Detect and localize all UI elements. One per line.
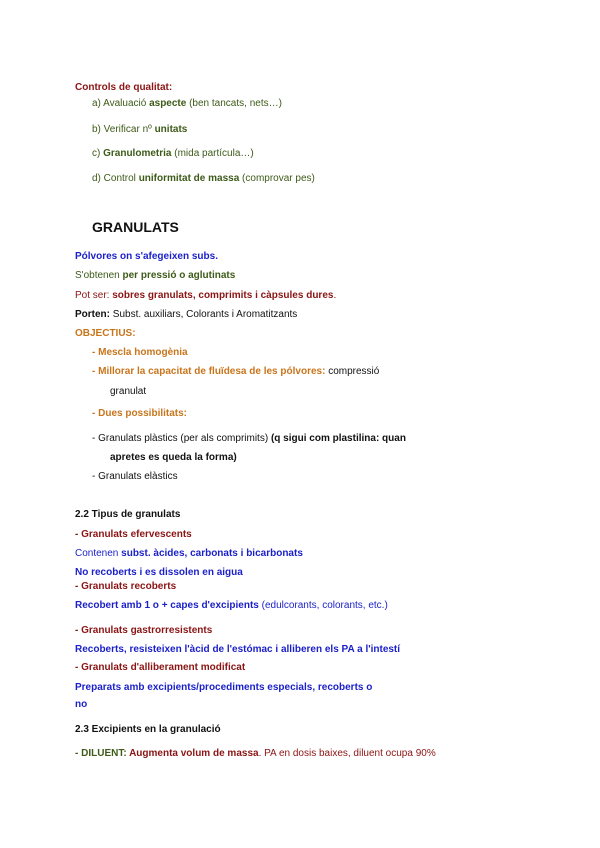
qc-item-b	[92, 123, 187, 137]
qc-c-post: (mida partícula…)	[171, 148, 254, 159]
qc-d-pre: d) Control	[92, 173, 139, 184]
tipus-efervescents: - Granulats efervescents	[75, 529, 192, 540]
qc-item-d	[92, 172, 315, 186]
tipus-recoberts: - Granulats recoberts	[75, 581, 177, 592]
obtain-bold: per pressió o aglutinats	[122, 270, 236, 281]
granulats-contain	[75, 308, 297, 322]
qc-item-c	[92, 147, 254, 161]
recoberts-desc	[75, 599, 388, 613]
types-post: .	[333, 290, 337, 301]
rec1-bold: Recobert amb 1 o + capes d'excipients	[75, 600, 259, 611]
qc-a-bold: aspecte	[149, 98, 187, 109]
types-bold: sobres granulats, comprimits i càpsules dures	[112, 290, 334, 301]
modificat-desc-1: Preparats amb excipients/procediments especials, recoberts o	[75, 682, 373, 693]
qc-item-a	[92, 97, 282, 111]
gastrorresistents-desc: Recoberts, resisteixen l'àcid de l'estómac i alliberen els PA a l'intestí	[75, 644, 401, 655]
objectiu-2-tail: compressió	[325, 366, 380, 377]
granulats-obtain	[75, 269, 235, 283]
granulats-types	[75, 289, 336, 303]
tipus-gastrorresistents: - Granulats gastrorresistents	[75, 625, 213, 636]
ef1-bold: subst. àcides, carbonats i bicarbonats	[121, 548, 303, 559]
diluent-line	[75, 747, 436, 761]
tipus-heading: 2.2 Tipus de granulats	[75, 509, 181, 520]
qc-a-pre: a) Avaluació	[92, 98, 150, 109]
qc-b-pre: b) Verificar nº	[92, 124, 155, 135]
objectiu-2	[92, 365, 379, 379]
contain-post: Subst. auxiliars, Colorants i Aromatitzants	[110, 309, 298, 320]
possibilitat-1-bold: (q sigui com plastilina: quan	[270, 433, 406, 444]
modificat-desc-2: no	[75, 699, 88, 710]
qc-c-bold: Granulometria	[103, 148, 172, 159]
qc-a-post: (ben tancats, nets…)	[186, 98, 282, 109]
types-pre: Pot ser:	[75, 290, 113, 301]
possibilitat-2: - Granulats elàstics	[92, 471, 178, 482]
qc-b-bold: unitats	[154, 124, 188, 135]
qc-d-post: (comprovar pes)	[239, 173, 315, 184]
excipients-heading: 2.3 Excipients en la granulació	[75, 724, 221, 735]
objectiu-2-cont: granulat	[110, 386, 147, 397]
diluent-label: - DILUENT:	[75, 748, 127, 759]
ef1-pre: Contenen	[75, 548, 122, 559]
objectiu-1: - Mescla homogènia	[92, 347, 188, 358]
objectiu-3: - Dues possibilitats:	[92, 408, 188, 419]
possibilitat-1-pre: - Granulats plàstics (per als comprimits)	[92, 433, 271, 444]
contain-bold: Porten:	[75, 309, 110, 320]
efervescents-desc-1	[75, 547, 303, 561]
objectius-heading: OBJECTIUS:	[75, 328, 136, 339]
obtain-pre: S'obtenen	[75, 270, 123, 281]
granulats-heading: GRANULATS	[92, 219, 179, 235]
qc-d-bold: uniformitat de massa	[138, 173, 240, 184]
rec1-post: (edulcorants, colorants, etc.)	[258, 600, 388, 611]
efervescents-desc-2: No recoberts i es dissolen en aigua	[75, 567, 243, 578]
diluent-post: . PA en dosis baixes, diluent ocupa 90%	[258, 748, 436, 759]
tipus-modificat: - Granulats d'alliberament modificat	[75, 662, 246, 673]
objectiu-2-bold: - Millorar la capacitat de fluïdesa de les pólvores:	[92, 366, 326, 377]
qc-title: Controls de qualitat:	[75, 82, 173, 93]
possibilitat-1-cont: apretes es queda la forma)	[110, 452, 237, 463]
qc-c-pre: c)	[92, 148, 104, 159]
diluent-bold: Augmenta volum de massa	[126, 748, 259, 759]
possibilitat-1	[92, 432, 406, 446]
granulats-definition: Pólvores on s'afegeixen subs.	[75, 251, 218, 262]
